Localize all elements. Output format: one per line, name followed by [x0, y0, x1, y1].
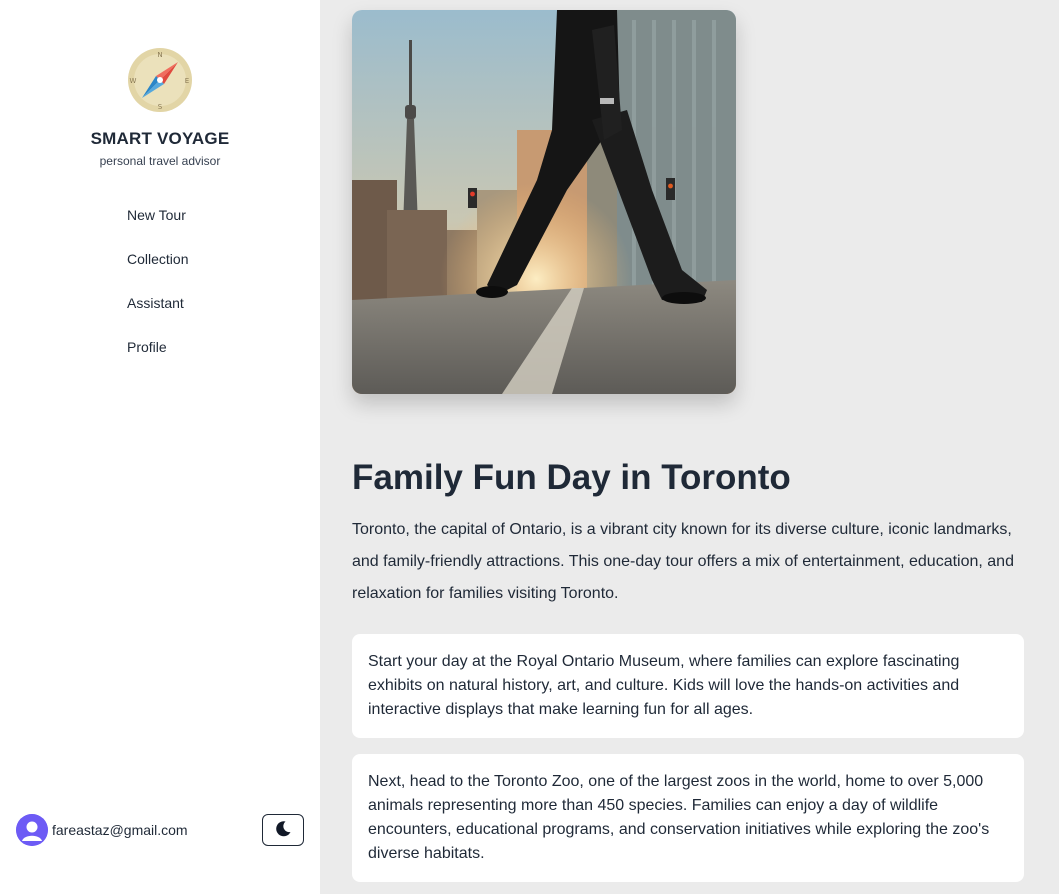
moon-icon: [274, 820, 292, 841]
compass-icon[interactable]: [128, 48, 192, 112]
svg-text:N: N: [157, 51, 163, 59]
tour-title: Family Fun Day in Toronto: [352, 458, 791, 497]
nav-item-new-tour[interactable]: New Tour: [127, 207, 186, 223]
tour-stop-card: Next, head to the Toronto Zoo, one of the largest zoos in the world, home to over 5,000 animals representing more than 450 species. Families can enjoy a day of wildlife encounters, educational programs, and conservation initiatives while exploring the zoo's diverse habitats.: [352, 754, 1024, 882]
tour-description: Toronto, the capital of Ontario, is a vibrant city known for its diverse culture, iconic landmarks, and family-friendly attractions. This one-day tour offers a mix of entertainment, education, and relaxation for families visiting Toronto.: [352, 521, 1014, 602]
sidebar-nav: [127, 204, 188, 380]
nav-item-profile[interactable]: Profile: [127, 339, 167, 355]
brand-title: SMART VOYAGE: [90, 129, 230, 148]
user-avatar-icon: [16, 814, 48, 846]
nav-item-assistant[interactable]: Assistant: [127, 295, 184, 311]
svg-text:E: E: [184, 77, 190, 85]
svg-text:W: W: [129, 77, 137, 85]
nav-item-collection[interactable]: Collection: [127, 251, 189, 267]
user-account[interactable]: [16, 814, 188, 846]
svg-text:S: S: [157, 103, 163, 111]
tour-hero-image: [352, 10, 736, 394]
user-email: fareastaz@gmail.com: [52, 822, 188, 838]
brand-subtitle: personal travel advisor: [99, 154, 221, 168]
theme-toggle-button[interactable]: [262, 814, 304, 846]
tour-stop-card: Start your day at the Royal Ontario Museum, where families can explore fascinating exhibits on natural history, art, and culture. Kids will love the hands-on activities and interactive displays that make learning fun for all ages.: [352, 634, 1024, 738]
sidebar: [0, 0, 320, 894]
main-content: [320, 0, 1059, 894]
